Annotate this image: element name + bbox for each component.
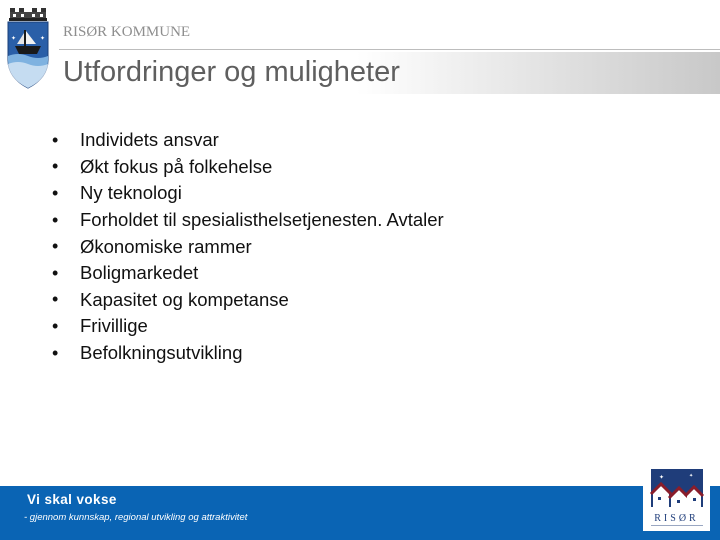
list-item: [52, 180, 444, 207]
list-item: [52, 207, 444, 234]
bullet-glyph: •: [52, 315, 59, 336]
list-item-text: Befolkningsutvikling: [80, 342, 243, 364]
list-item-text: Økt fokus på folkehelse: [80, 155, 273, 177]
list-item-text: Forholdet til spesialisthelsetjenesten. Avtaler: [80, 209, 444, 231]
footer-slogan: Vi skal vokse: [27, 492, 117, 507]
header-divider: [59, 49, 720, 50]
list-item: [52, 287, 444, 314]
logo-text: RISØR: [654, 513, 699, 524]
list-item-text: Ny teknologi: [80, 182, 182, 204]
list-item-text: Individets ansvar: [80, 129, 219, 151]
bullet-glyph: •: [52, 209, 59, 230]
svg-text:✦: ✦: [689, 473, 694, 479]
list-item: [52, 127, 444, 154]
svg-text:✦: ✦: [659, 474, 665, 481]
list-item-text: Økonomiske rammer: [80, 235, 252, 257]
bullet-glyph: •: [52, 262, 59, 283]
svg-text:✦: ✦: [40, 35, 46, 42]
list-item: [52, 313, 444, 340]
footer-subtitle: - gjennom kunnskap, regional utvikling og attraktivitet: [24, 512, 248, 523]
list-item-text: Kapasitet og kompetanse: [80, 288, 289, 310]
list-item: [52, 154, 444, 181]
risor-logo-icon: [643, 467, 710, 531]
list-item: [52, 233, 444, 260]
page-title: Utfordringer og muligheter: [63, 56, 400, 88]
bullet-glyph: •: [52, 182, 59, 203]
bullet-glyph: •: [52, 236, 59, 257]
list-item: [52, 260, 444, 287]
list-item-text: Boligmarkedet: [80, 262, 199, 284]
svg-text:✦: ✦: [11, 35, 17, 42]
risor-coat-of-arms-icon: [4, 6, 52, 90]
bullet-glyph: •: [52, 129, 59, 150]
list-item-text: Frivillige: [80, 315, 148, 337]
list-item: [52, 340, 444, 367]
bullet-glyph: •: [52, 156, 59, 177]
bullet-glyph: •: [52, 289, 59, 310]
bullet-list: [52, 127, 444, 366]
bullet-glyph: •: [52, 342, 59, 363]
organization-name: RISØR KOMMUNE: [63, 24, 191, 40]
